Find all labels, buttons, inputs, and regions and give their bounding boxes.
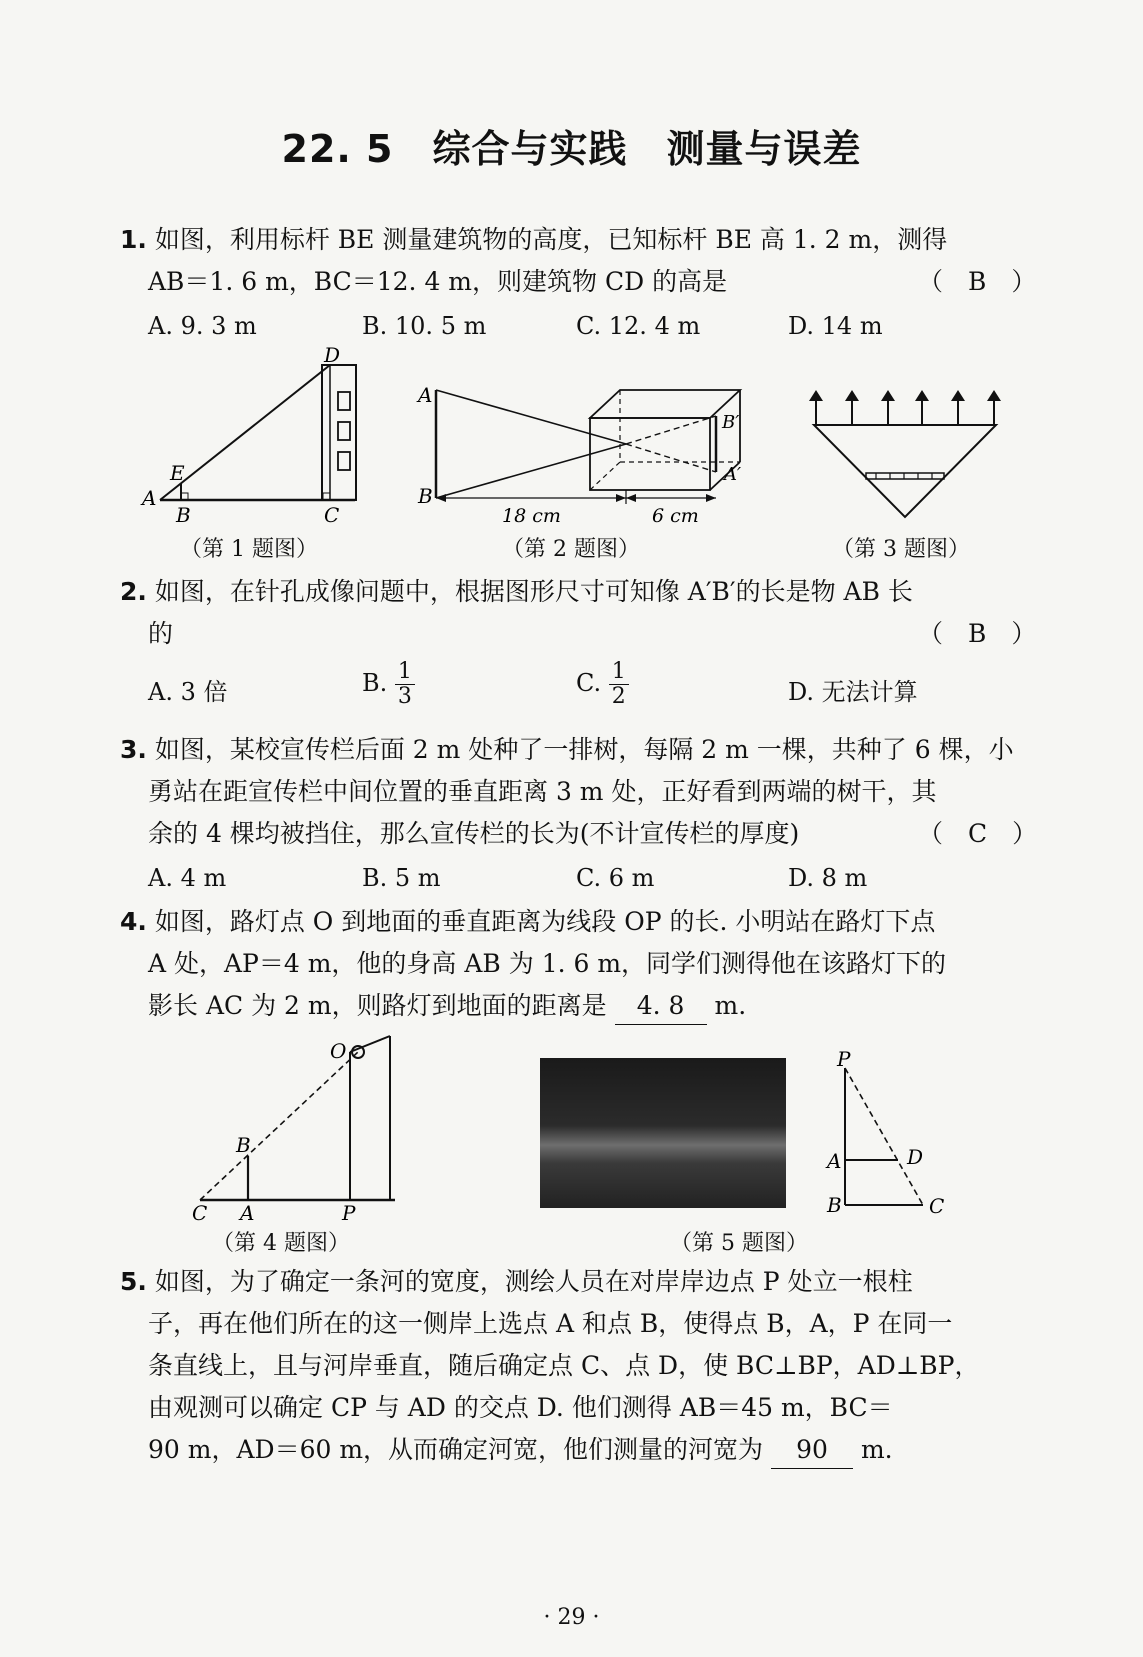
q2-option-c-prefix: C. bbox=[576, 669, 602, 697]
fig1-label-b: B bbox=[176, 503, 191, 527]
q3-option-c: C. 6 m bbox=[576, 864, 655, 892]
fig3-tree-2 bbox=[845, 390, 859, 425]
q2-option-c-numerator: 1 bbox=[609, 660, 629, 685]
fig1-label-d: D bbox=[324, 343, 341, 367]
q4-line1: 如图，路灯点 O 到地面的垂直距离为线段 OP 的长. 小明站在路灯下点 bbox=[154, 907, 936, 936]
figure-1-building-diagram bbox=[140, 343, 380, 527]
fig2-dim-arrow-mid-right bbox=[626, 494, 636, 502]
page-title: 22. 5 综合与实践 测量与误差 bbox=[281, 127, 862, 171]
fig1-window-3 bbox=[338, 452, 350, 470]
q1-line1: 如图，利用标杆 BE 测量建筑物的高度，已知标杆 BE 高 1. 2 m，测得 bbox=[154, 225, 948, 254]
q2-number: 2. bbox=[120, 577, 147, 606]
fig4-lamp-arm bbox=[350, 1036, 390, 1052]
q1-answer: （ B ） bbox=[918, 267, 1037, 296]
fig4-label-p: P bbox=[342, 1201, 356, 1225]
fig2-label-bprime: B′ bbox=[722, 412, 740, 433]
fig1-sight-line bbox=[160, 365, 330, 500]
fig5-label-d: D bbox=[907, 1145, 924, 1169]
fig3-tree-6 bbox=[987, 390, 1001, 425]
q3-text-line1 bbox=[120, 732, 1014, 768]
q2-option-b-denominator: 3 bbox=[397, 684, 412, 709]
q3-number: 3. bbox=[120, 735, 147, 764]
fig5-label-p: P bbox=[837, 1047, 851, 1071]
figure-2-pinhole-diagram bbox=[410, 380, 770, 530]
q5-number: 5. bbox=[120, 1267, 147, 1296]
figure-4-streetlight-diagram bbox=[190, 1030, 410, 1225]
q5-line5-unit: m. bbox=[860, 1435, 893, 1464]
fig1-window-1 bbox=[338, 392, 350, 410]
fig2-dim-arrow-left bbox=[436, 494, 446, 502]
fig2-dim-arrow-mid-left bbox=[616, 494, 626, 502]
q5-text-line1 bbox=[120, 1264, 913, 1300]
figure-5-river-photo bbox=[540, 1058, 786, 1208]
fig2-label-b: B bbox=[418, 484, 433, 508]
fig5-line-pc bbox=[845, 1068, 923, 1205]
q3-line3: 余的 4 棵均被挡住，那么宣传栏的长为(不计宣传栏的厚度) bbox=[148, 819, 800, 848]
q1-text-line1 bbox=[120, 222, 947, 258]
q5-answer-blank: 90 bbox=[771, 1432, 853, 1469]
q2-option-b-fraction bbox=[395, 660, 415, 709]
q3-option-b: B. 5 m bbox=[362, 864, 441, 892]
fig2-ray-a-image bbox=[626, 444, 716, 472]
fig1-label-c: C bbox=[324, 503, 340, 527]
fig2-box-front bbox=[590, 418, 710, 490]
figure-2-caption: （第 2 题图） bbox=[502, 537, 640, 562]
q1-option-b: B. 10. 5 m bbox=[362, 312, 487, 340]
figure-5-caption: （第 5 题图） bbox=[670, 1231, 808, 1256]
q4-line3 bbox=[148, 988, 746, 1025]
q5-line5 bbox=[148, 1432, 893, 1469]
fig4-label-c: C bbox=[192, 1201, 208, 1225]
fig2-label-aprime: A′ bbox=[724, 464, 742, 485]
page-number: · 29 · bbox=[543, 1605, 600, 1630]
q1-number: 1. bbox=[120, 225, 147, 254]
q3-line1: 如图，某校宣传栏后面 2 m 处种了一排树，每隔 2 m 一棵，共种了 6 棵，小 bbox=[154, 735, 1014, 764]
q5-line1: 如图，为了确定一条河的宽度，测绘人员在对岸岸边点 P 处立一根柱 bbox=[154, 1267, 913, 1296]
q3-option-d: D. 8 m bbox=[788, 864, 868, 892]
figure-1-caption: （第 1 题图） bbox=[180, 537, 318, 562]
fig3-tree-1 bbox=[809, 390, 823, 425]
q5-line5-text: 90 m，AD＝60 m，从而确定河宽，他们测量的河宽为 bbox=[148, 1435, 764, 1464]
fig2-ray-a bbox=[436, 390, 626, 444]
figure-4-caption: （第 4 题图） bbox=[212, 1231, 350, 1256]
fig2-dim-6cm: 6 cm bbox=[652, 505, 699, 527]
q2-option-c-denominator: 2 bbox=[611, 684, 626, 709]
q5-line4: 由观测可以确定 CP 与 AD 的交点 D. 他们测得 AB＝45 m，BC＝ bbox=[148, 1393, 893, 1422]
q4-line3-text: 影长 AC 为 2 m，则路灯到地面的距离是 bbox=[148, 991, 607, 1020]
q2-line1: 如图，在针孔成像问题中，根据图形尺寸可知像 A′B′的长是物 AB 长 bbox=[154, 577, 913, 606]
fig2-dim-arrow-right bbox=[706, 494, 716, 502]
q2-option-d: D. 无法计算 bbox=[788, 678, 918, 706]
fig4-light-ray bbox=[200, 1052, 358, 1200]
q3-option-a: A. 4 m bbox=[148, 864, 227, 892]
fig2-label-a: A bbox=[418, 383, 433, 407]
fig3-tree-3 bbox=[881, 390, 895, 425]
q2-option-b-prefix: B. bbox=[362, 669, 388, 697]
fig4-label-b: B bbox=[236, 1133, 251, 1157]
fig3-tree-5 bbox=[951, 390, 965, 425]
q1-line2: AB＝1. 6 m，BC＝12. 4 m，则建筑物 CD 的高是 bbox=[148, 267, 728, 296]
q2-option-c bbox=[576, 660, 629, 709]
fig1-label-e: E bbox=[170, 461, 185, 485]
fig1-label-a: A bbox=[142, 486, 157, 510]
fig4-label-a: A bbox=[240, 1201, 255, 1225]
fig2-ray-b-image bbox=[626, 416, 716, 444]
q4-number: 4. bbox=[120, 907, 147, 936]
fig4-label-o: O bbox=[330, 1039, 347, 1063]
q5-line3: 条直线上，且与河岸垂直，随后确定点 C、点 D，使 BC⊥BP，AD⊥BP， bbox=[148, 1351, 980, 1380]
fig5-label-c: C bbox=[929, 1194, 945, 1218]
q1-option-c: C. 12. 4 m bbox=[576, 312, 701, 340]
fig3-sight-triangle bbox=[814, 425, 996, 517]
q4-text-line1 bbox=[120, 904, 935, 940]
q5-line2: 子，再在他们所在的这一侧岸上选点 A 和点 B，使得点 B，A，P 在同一 bbox=[148, 1309, 953, 1338]
q2-option-a: A. 3 倍 bbox=[148, 678, 228, 706]
q2-answer: （ B ） bbox=[918, 619, 1037, 648]
q4-line2: A 处，AP＝4 m，他的身高 AB 为 1. 6 m，同学们测得他在该路灯下的 bbox=[148, 949, 947, 978]
q3-line2: 勇站在距宣传栏中间位置的垂直距离 3 m 处，正好看到两端的树干，其 bbox=[148, 777, 937, 806]
figure-3-caption: （第 3 题图） bbox=[832, 537, 970, 562]
fig5-label-b: B bbox=[827, 1193, 842, 1217]
figure-5-river-diagram bbox=[825, 1047, 955, 1220]
q4-line3-unit: m. bbox=[714, 991, 747, 1020]
fig2-dim-18cm: 18 cm bbox=[502, 505, 561, 527]
fig1-window-2 bbox=[338, 422, 350, 440]
q2-option-c-fraction bbox=[609, 660, 629, 709]
fig3-tree-4 bbox=[915, 390, 929, 425]
q4-answer-blank: 4. 8 bbox=[615, 988, 707, 1025]
q1-option-a: A. 9. 3 m bbox=[148, 312, 257, 340]
fig5-label-a: A bbox=[827, 1149, 842, 1173]
fig2-box-top bbox=[590, 390, 740, 418]
q2-option-b bbox=[362, 660, 415, 709]
fig2-box-hidden-2 bbox=[590, 462, 620, 490]
q2-option-b-numerator: 1 bbox=[395, 660, 415, 685]
q2-text-line1 bbox=[120, 574, 913, 610]
q2-line2: 的 bbox=[148, 619, 174, 648]
q1-option-d: D. 14 m bbox=[788, 312, 883, 340]
figure-3-trees-diagram bbox=[800, 385, 1010, 525]
q3-answer: （ C ） bbox=[918, 819, 1038, 848]
